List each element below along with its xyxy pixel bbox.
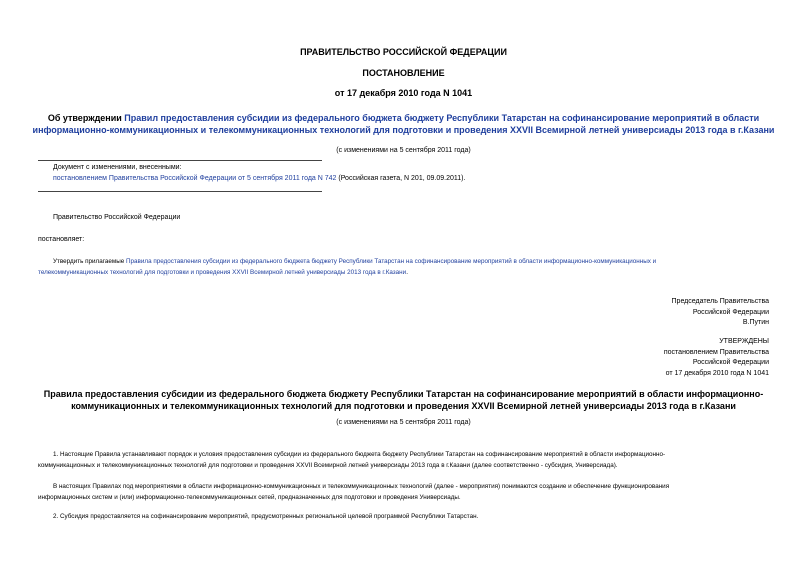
title-rules-link[interactable]: Правил предоставления субсидии из федерального бюджета бюджету Республики Татарстан на софинансирование мероприятий в области bbox=[124, 113, 760, 123]
signature-block bbox=[672, 297, 769, 329]
government-heading: ПРАВИТЕЛЬСТВО РОССИЙСКОЙ ФЕДЕРАЦИИ bbox=[300, 47, 507, 57]
document-date-number: от 17 декабря 2010 года N 1041 bbox=[334, 88, 473, 98]
title-prefix: Об утверждении bbox=[47, 113, 125, 123]
rules-paragraph-3: 2. Субсидия предоставляется на софинансирование мероприятий, предусмотренных региональной целевой программой Республики Татарстан. bbox=[53, 513, 479, 520]
rules-amended-note: (с изменениями на 5 сентября 2011 года) bbox=[336, 419, 471, 426]
approved-heading: УТВЕРЖДЕНЫ bbox=[719, 338, 769, 345]
title-rules-link-cont[interactable]: информационно-коммуникационных и телекоммуникационных технологий для подготовки и проведения XXVII Всемирной летней универсиады 2013 года в г.Казани bbox=[32, 125, 775, 135]
approve-paragraph bbox=[38, 257, 768, 278]
changes-intro: Документ с изменениями, внесенными: bbox=[53, 164, 182, 171]
body-decrees: постановляет: bbox=[38, 236, 85, 243]
p1-line1: 1. Настоящие Правила устанавливают порядок и условия предоставления субсидии из федерального бюджета бюджету Республики Татарстан на софинансирование мероприятий в области информационно- bbox=[53, 451, 666, 458]
title-amended-note: (с изменениями на 5 сентября 2011 года) bbox=[336, 147, 471, 154]
changes-bottom-rule bbox=[38, 191, 322, 192]
changes-reference bbox=[53, 175, 465, 182]
document-title bbox=[0, 112, 807, 136]
rules-title bbox=[0, 388, 807, 412]
approved-by: постановлением Правительства bbox=[663, 348, 769, 356]
rules-title-line1: Правила предоставления субсидии из федерального бюджета бюджету Республики Татарстан на софинансирование мероприятий в области информационно- bbox=[43, 389, 764, 399]
approve-rules-link-cont[interactable]: телекоммуникационных технологий для подготовки и проведения XXVII Всемирной летней универсиады 2013 года в г.Казани bbox=[38, 268, 407, 276]
rules-paragraph-2 bbox=[38, 482, 768, 503]
rules-title-line2: коммуникационных и телекоммуникационных технологий для подготовки и проведения XXVII Всемирной летней универсиады 2013 года в г.Казани bbox=[71, 401, 736, 411]
p2-line1: В настоящих Правилах под мероприятиями в области информационно-коммуникационных и телекоммуникационных технологий (далее - мероприятия) понимаются создание и обеспечение функционирования bbox=[53, 483, 670, 490]
approve-suffix: . bbox=[406, 268, 408, 276]
approved-block bbox=[664, 337, 769, 379]
signature-position: Председатель Правительства bbox=[671, 298, 769, 305]
approve-rules-link[interactable]: Правила предоставления субсидии из федерального бюджета бюджету Республики Татарстан на софинансирование мероприятий в области информационно-коммуникационных и bbox=[126, 258, 657, 265]
rules-paragraph-1 bbox=[38, 450, 768, 471]
signature-country: Российской Федерации bbox=[692, 308, 769, 316]
document-type: ПОСТАНОВЛЕНИЕ bbox=[362, 68, 445, 78]
approved-country: Российской Федерации bbox=[692, 359, 769, 366]
approved-date: от 17 декабря 2010 года N 1041 bbox=[665, 369, 769, 377]
signature-name: В.Путин bbox=[742, 319, 769, 326]
amendment-source: (Российская газета, N 201, 09.09.2011). bbox=[336, 175, 466, 182]
changes-top-rule bbox=[38, 160, 322, 161]
p2-line2: информационных систем и (или) информационно-телекоммуникационных сетей, предназначенных для подготовки и проведения Универсиады. bbox=[38, 493, 461, 501]
approve-prefix: Утвердить прилагаемые bbox=[53, 258, 126, 265]
amendment-decree-link[interactable]: постановлением Правительства Российской Федерации от 5 сентября 2011 года N 742 bbox=[53, 175, 337, 182]
p1-line2: коммуникационных и телекоммуникационных технологий для подготовки и проведения XXVII Всемирной летней универсиады 2013 года в г.Казани (далее соответственно - субсидия, Универсиада). bbox=[38, 461, 618, 469]
body-government: Правительство Российской Федерации bbox=[53, 214, 181, 221]
